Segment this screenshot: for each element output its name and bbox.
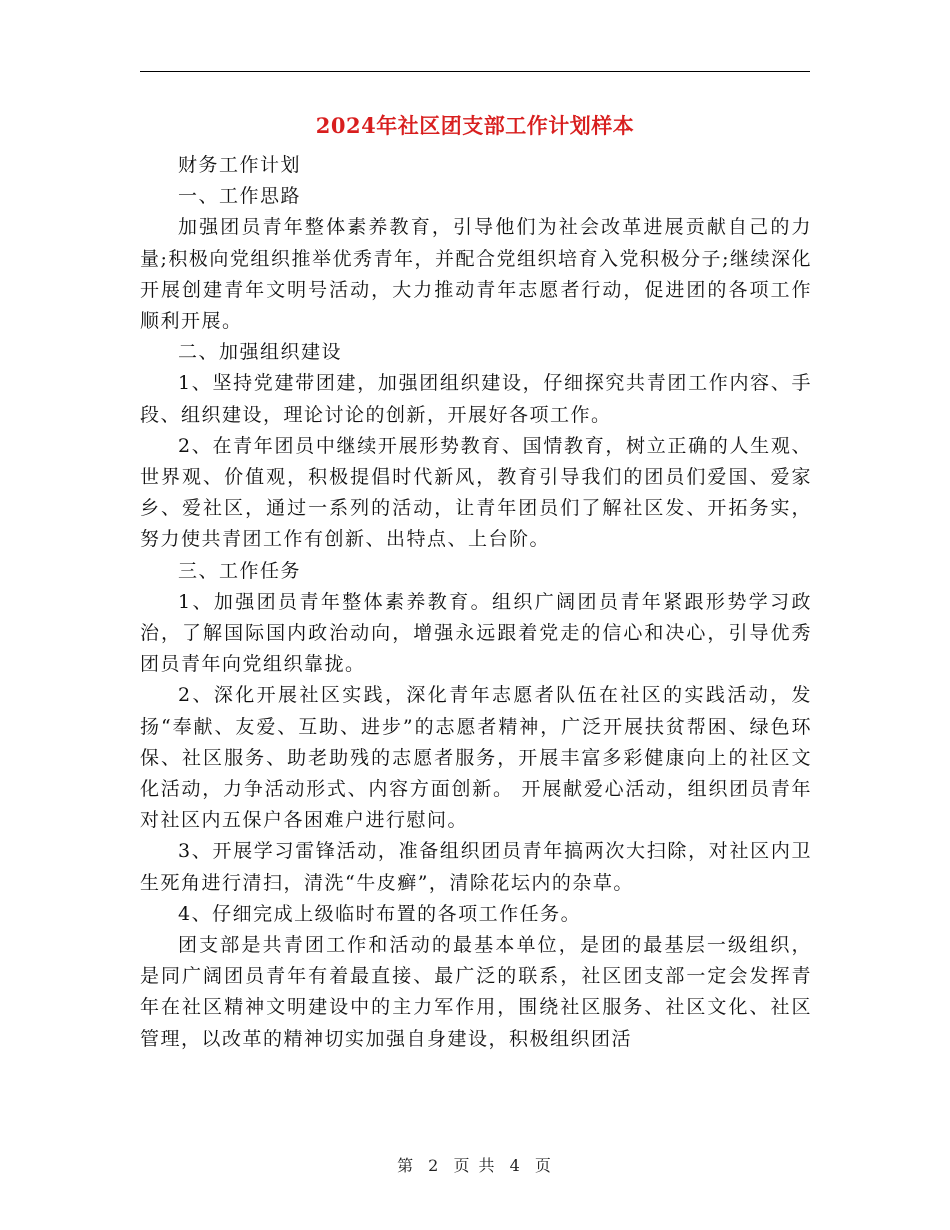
paragraph-task-2: 2、深化开展社区实践，深化青年志愿者队伍在社区的实践活动，发扬“奉献、友爱、互助、进步”的志愿者精神，广泛开展扶贫帮困、绿色环保、社区服务、助老助残的志愿者服务，开展丰富多彩健康向上的社区文化活动，力争活动形式、内容方面创新。 开展献爱心活动，组织团员青年对社区内五保户各困难户进行慰问。 [140, 684, 812, 832]
document-body [140, 150, 812, 1055]
paragraph-conclusion: 团支部是共青团工作和活动的最基本单位，是团的最基层一级组织，是同广阔团员青年有着最直接、最广泛的联系，社区团支部一定会发挥青年在社区精神文明建设中的主力军作用，围绕社区服务、社区文化、社区管理，以改革的精神切实加强自身建设，积极组织团活 [140, 934, 812, 1050]
section-heading-organization: 二、加强组织建设 [178, 341, 343, 364]
paragraph-work-ideas: 加强团员青年整体素养教育，引导他们为社会改革进展贡献自己的力量;积极向党组织推举优秀青年，并配合党组织培育入党积极分子;继续深化开展创建青年文明号活动，大力推动青年志愿者行动，促进团的各项工作顺利开展。 [140, 216, 812, 333]
header-rule [140, 71, 810, 72]
footer-middle: 页 共 [453, 1156, 497, 1175]
section-heading-work-ideas: 一、工作思路 [178, 185, 302, 208]
section-heading-finance: 财务工作计划 [178, 154, 302, 176]
current-page-number: 2 [428, 1156, 441, 1175]
paragraph-task-1: 1、加强团员青年整体素养教育。组织广阔团员青年紧跟形势学习政治，了解国际国内政治动向，增强永远跟着党走的信心和决心，引导优秀团员青年向党组织靠拢。 [140, 590, 812, 676]
total-pages-number: 4 [509, 1156, 522, 1175]
footer-prefix: 第 [397, 1156, 416, 1175]
document-title: 2024年社区团支部工作计划样本 [315, 113, 635, 138]
paragraph-task-3: 3、开展学习雷锋活动，准备组织团员青年搞两次大扫除，对社区内卫生死角进行清扫，清洗“牛皮癣”，清除花坛内的杂草。 [140, 840, 812, 894]
section-heading-tasks: 三、工作任务 [178, 559, 302, 582]
paragraph-organization-2: 2、在青年团员中继续开展形势教育、国情教育，树立正确的人生观、世界观、价值观，积极提倡时代新风，教育引导我们的团员们爱国、爱家乡、爱社区，通过一系列的活动，让青年团员们了解社区发、开拓务实，努力使共青团工作有创新、出特点、上台阶。 [140, 434, 812, 551]
paragraph-task-4: 4、仔细完成上级临时布置的各项工作任务。 [178, 902, 582, 925]
paragraph-organization-1: 1、坚持党建带团建，加强团组织建设，仔细探究共青团工作内容、手段、组织建设，理论讨论的创新，开展好各项工作。 [140, 372, 812, 426]
page-footer [0, 1153, 950, 1176]
footer-suffix: 页 [534, 1156, 553, 1175]
